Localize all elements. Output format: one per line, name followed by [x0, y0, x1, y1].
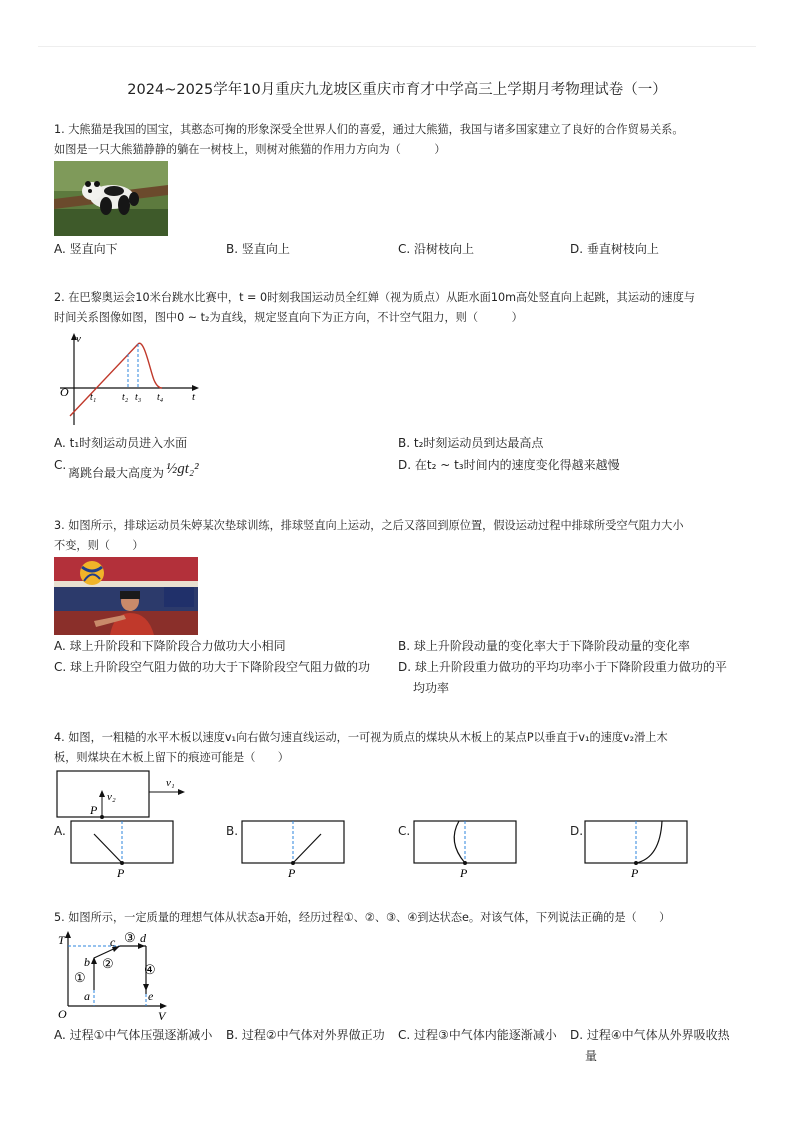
q5-option-c[interactable]: C. 过程③中气体内能逐渐减小 [398, 1028, 557, 1042]
q2-vt-graph [54, 330, 204, 430]
q5-axis-t-label: T [58, 933, 65, 947]
q4-c-p-label: P [460, 866, 468, 880]
q2-option-c-prefix: C. [54, 458, 67, 472]
q1-stem-line2: 如图是一只大熊猫静静的躺在一树枝上，则树对熊猫的作用力方向为（ ） [54, 143, 446, 156]
q3-stem-line1: 3. 如图所示，排球运动员朱婷某次垫球训练，排球竖直向上运动，之后又落回到原位置，假设运动过程中排球所受空气阻力大小 [54, 519, 684, 532]
q4-option-a[interactable]: A. [54, 824, 66, 838]
q5-process-1-label: ① [74, 970, 86, 985]
q3-option-a[interactable]: A. 球上升阶段和下降阶段合力做功大小相同 [54, 639, 286, 653]
q4-b-p-label: P [288, 866, 296, 880]
q4-a-p-label: P [117, 866, 125, 880]
panda-photo [54, 161, 168, 236]
q2-option-c-formula: ½gt₂² [166, 461, 199, 477]
q3-stem-line2: 不变，则（ ） [54, 539, 144, 552]
q5-d-label: d [140, 931, 146, 945]
q5-option-a[interactable]: A. 过程①中气体压强逐渐减小 [54, 1028, 213, 1042]
q1-option-b[interactable]: B. 竖直向上 [226, 242, 290, 256]
q4-v1-label: v₁ [166, 777, 175, 789]
question-4 [54, 728, 744, 768]
q4-stem-line1: 4. 如图，一粗糙的水平木板以速度v₁向右做匀速直线运动，一可视为质点的煤块从木板上的某点P以垂直于v₁的速度v₂滑上木 [54, 731, 668, 744]
q4-option-c[interactable]: C. [398, 824, 411, 838]
q4-board-diagram [54, 768, 194, 820]
q2-stem-line2: 时间关系图像如图，图中0 ~ t₂为直线，规定竖直向下为正方向，不计空气阻力，则（ ） [54, 311, 523, 324]
question-3 [54, 516, 744, 556]
q2-stem-line1: 2. 在巴黎奥运会10米台跳水比赛中，t = 0时刻我国运动员全红婵（视为质点）从距水面10m高处竖直向上起跳，其运动的速度与 [54, 291, 695, 304]
q5-a-label: a [84, 989, 90, 1003]
q1-option-c[interactable]: C. 沿树枝向上 [398, 242, 475, 256]
question-2 [54, 288, 744, 328]
q5-option-d[interactable] [570, 1026, 730, 1065]
q2-t2-label: t₂ [122, 392, 129, 403]
q4-v2-label: v₂ [107, 791, 116, 803]
q5-option-d-line2: 量 [585, 1049, 598, 1063]
q2-option-b[interactable]: B. t₂时刻运动员到达最高点 [398, 436, 544, 450]
q3-option-c[interactable]: C. 球上升阶段空气阻力做的功大于下降阶段空气阻力做的功 [54, 660, 371, 674]
q4-option-b-figure [241, 820, 347, 880]
page-title: 2024~2025学年10月重庆九龙坡区重庆市育才中学高三上学期月考物理试卷（一） [127, 82, 667, 98]
q3-option-d-line2: 均功率 [413, 681, 450, 695]
q5-origin-label: O [58, 1007, 67, 1021]
q2-axis-v-label: v [76, 333, 81, 345]
q5-option-d-line1: D. 过程④中气体从外界吸收热 [570, 1028, 730, 1042]
q2-option-d[interactable]: D. 在t₂ ~ t₃时间内的速度变化得越来越慢 [398, 458, 620, 472]
q4-option-d[interactable]: D. [570, 824, 584, 838]
q4-option-a-figure [70, 820, 176, 880]
q5-c-label: c [110, 935, 116, 949]
q2-origin-label: O [60, 385, 69, 399]
q2-axis-t-label: t [192, 391, 196, 403]
q5-option-b[interactable]: B. 过程②中气体对外界做正功 [226, 1028, 385, 1042]
q2-option-c-text: 离跳台最大高度为 [68, 466, 165, 480]
q4-option-c-figure [413, 820, 519, 880]
question-1 [54, 120, 744, 160]
q2-t1-label: t₁ [90, 392, 97, 403]
q5-process-4-label: ④ [144, 962, 156, 977]
q5-process-3-label: ③ [124, 930, 136, 945]
q5-stem: 5. 如图所示，一定质量的理想气体从状态a开始，经历过程①、②、③、④到达状态e。对该气体，下列说法正确的是（ ） [54, 911, 671, 924]
q4-stem-line2: 板，则煤块在木板上留下的痕迹可能是（ ） [54, 751, 289, 764]
q2-t4-label: t₄ [157, 392, 164, 403]
q2-option-a[interactable]: A. t₁时刻运动员进入水面 [54, 436, 188, 450]
q5-tv-graph [54, 928, 174, 1022]
q4-p-label: P [90, 803, 98, 817]
q1-option-a[interactable]: A. 竖直向下 [54, 242, 118, 256]
q1-stem-line1: 1. 大熊猫是我国的国宝，其憨态可掬的形象深受全世界人们的喜爱，通过大熊猫，我国与诸多国家建立了良好的合作贸易关系。 [54, 123, 684, 136]
q4-option-b[interactable]: B. [226, 824, 239, 838]
q5-process-2-label: ② [102, 956, 114, 971]
q3-option-b[interactable]: B. 球上升阶段动量的变化率大于下降阶段动量的变化率 [398, 639, 690, 653]
q3-option-d-line1: D. 球上升阶段重力做功的平均功率小于下降阶段重力做功的平 [398, 660, 727, 674]
header-divider [38, 46, 756, 47]
q5-axis-v-label: V [158, 1009, 166, 1022]
q3-option-d[interactable] [398, 658, 727, 697]
q4-d-p-label: P [631, 866, 639, 880]
q5-b-label: b [84, 955, 90, 969]
q1-option-d[interactable]: D. 垂直树枝向上 [570, 242, 659, 256]
volleyball-photo [54, 557, 198, 635]
q4-option-d-figure [584, 820, 690, 880]
q5-e-label: e [148, 989, 154, 1003]
q2-t3-label: t₃ [135, 392, 142, 403]
question-5 [54, 908, 744, 928]
